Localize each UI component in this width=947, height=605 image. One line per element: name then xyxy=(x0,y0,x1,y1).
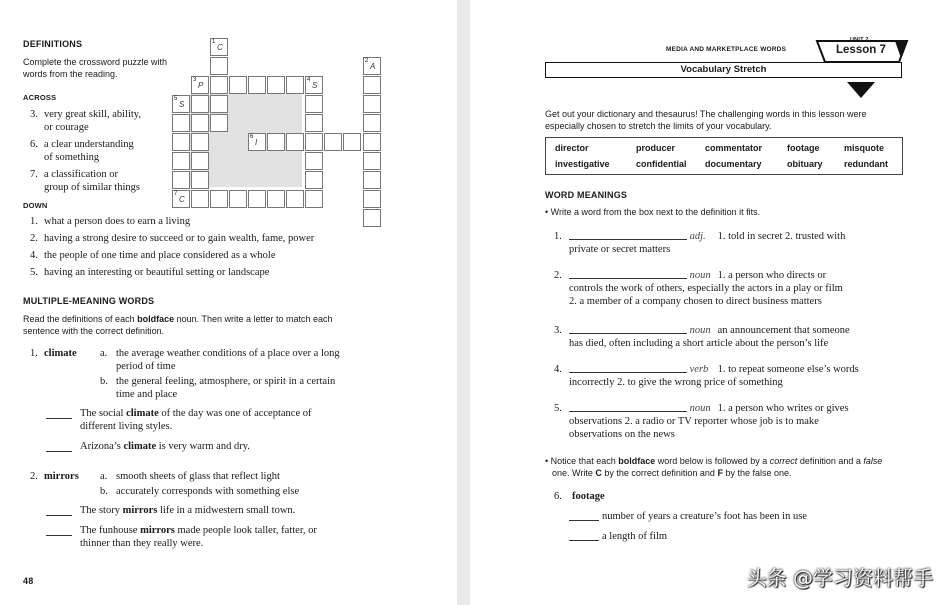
part-of-speech: noun xyxy=(689,403,711,414)
part-of-speech: noun xyxy=(689,270,711,281)
bullet-icon: • xyxy=(545,456,549,466)
across-clue-3: 3. very great skill, ability, or courage xyxy=(30,109,142,133)
item-number: 3. xyxy=(554,325,562,336)
definition-first-line: 1. a person who directs or xyxy=(717,270,827,281)
crossword-cell[interactable] xyxy=(210,95,228,113)
question-6-word: footage xyxy=(572,491,605,502)
crossword-cell[interactable] xyxy=(363,171,381,189)
definition-continuation xyxy=(554,282,894,308)
crossword-cell[interactable] xyxy=(363,95,381,113)
crossword-cell[interactable] xyxy=(248,190,266,208)
question-2-sentence-1: The story mirrors life in a midwestern small town. xyxy=(80,505,296,516)
crossword-cell[interactable] xyxy=(229,190,247,208)
question-6: 6. footage xyxy=(554,491,605,502)
across-clue-6: 6. a clear understanding of something xyxy=(30,139,134,163)
question-1-definition-a: a. the average weather conditions of a place over a long period of time xyxy=(100,348,340,372)
crossword-cell[interactable] xyxy=(267,76,285,94)
definition-item xyxy=(554,362,894,389)
item-number: 5. xyxy=(554,403,562,414)
question-1-word: climate xyxy=(44,348,77,359)
crossword-cell[interactable] xyxy=(305,95,323,113)
watermark: 头条 @学习资料帮手 xyxy=(746,566,933,590)
word-producer: producer xyxy=(636,143,676,153)
crossword-cell[interactable] xyxy=(172,114,190,132)
unit-label: UNIT 2 xyxy=(850,37,869,43)
item-number: 2. xyxy=(554,270,562,281)
crossword-letter: S xyxy=(179,100,185,109)
definition-line: observations 2. a radio or TV reporter whose job is to make xyxy=(569,416,819,427)
crossword-cell[interactable] xyxy=(191,190,209,208)
crossword-cell[interactable] xyxy=(191,76,209,94)
crossword-cell[interactable] xyxy=(363,76,381,94)
down-clue-4: 4. the people of one time and place considered as a whole xyxy=(30,250,276,261)
crossword-cell[interactable] xyxy=(267,133,285,151)
question-2-sentence-2: The funhouse mirrors made people look taller, fatter, or thinner than they really were. xyxy=(80,525,317,549)
question-1-definition-b: b. the general feeling, atmosphere, or spirit in a certain time and place xyxy=(100,376,336,400)
definition-line: has died, often including a short article about the person’s life xyxy=(569,338,829,349)
crossword-cell[interactable] xyxy=(191,152,209,170)
question-2-definition-b: b. accurately corresponds with something else xyxy=(100,486,300,497)
lesson-arrow-icon xyxy=(847,82,875,98)
part-of-speech: verb xyxy=(689,364,709,375)
down-clue-1: 1. what a person does to earn a living xyxy=(30,216,191,227)
lesson-label: Lesson 7 xyxy=(836,44,886,56)
crossword-cell[interactable] xyxy=(210,114,228,132)
crossword-cell[interactable] xyxy=(191,171,209,189)
answer-blank[interactable] xyxy=(569,229,687,240)
crossword-cell[interactable] xyxy=(210,38,228,56)
definitions-title: DEFINITIONS xyxy=(23,39,83,49)
intro-text: Get out your dictionary and thesaurus! The challenging words in this lesson were especially chosen to stretch the limits of your vocabulary. xyxy=(545,109,867,131)
right-page xyxy=(470,0,947,605)
question-1-sentence-2: Arizona’s climate is very warm and dry. xyxy=(80,441,250,452)
crossword-clue-number: 3 xyxy=(193,77,197,83)
crossword-cell[interactable] xyxy=(229,76,247,94)
across-title: ACROSS xyxy=(23,93,57,102)
question-6-option-2: a length of film xyxy=(602,531,668,542)
crossword-grid xyxy=(0,0,457,240)
question-1: 1. climate xyxy=(30,348,77,359)
crossword-cell[interactable] xyxy=(305,114,323,132)
definition-first-line: 1. to repeat someone else’s words xyxy=(717,364,859,375)
answer-blank[interactable] xyxy=(569,362,687,373)
crossword-cell[interactable] xyxy=(363,190,381,208)
crossword-clue-number: 7 xyxy=(174,191,178,197)
crossword-cell[interactable] xyxy=(191,95,209,113)
crossword-cell[interactable] xyxy=(363,133,381,151)
crossword-cell[interactable] xyxy=(305,76,323,94)
crossword-cell[interactable] xyxy=(324,133,342,151)
crossword-cell[interactable] xyxy=(172,171,190,189)
answer-blank-2b[interactable] xyxy=(46,535,72,536)
word-meanings-intro: • Write a word from the box next to the definition it fits. xyxy=(545,207,761,217)
crossword-cell[interactable] xyxy=(210,190,228,208)
crossword-letter: P xyxy=(198,81,204,90)
crossword-cell[interactable] xyxy=(305,152,323,170)
definition-line: controls the work of others, especially the actors in a play or film xyxy=(569,283,843,294)
crossword-cell[interactable] xyxy=(305,171,323,189)
answer-blank[interactable] xyxy=(569,401,687,412)
definition-continuation xyxy=(554,376,894,389)
question-2-word: mirrors xyxy=(44,471,79,482)
item-number: 1. xyxy=(554,231,562,242)
answer-blank[interactable] xyxy=(569,323,687,334)
crossword-cell[interactable] xyxy=(267,190,285,208)
crossword-cell[interactable] xyxy=(286,76,304,94)
definition-first-line: 1. a person who writes or gives xyxy=(717,403,849,414)
word-meanings-title: WORD MEANINGS xyxy=(545,190,628,200)
section-header: MEDIA AND MARKETPLACE WORDS xyxy=(666,46,787,53)
crossword-cell[interactable] xyxy=(172,190,190,208)
vocabulary-stretch-banner: Vocabulary Stretch xyxy=(545,62,902,78)
crossword-cell[interactable] xyxy=(305,133,323,151)
definition-item xyxy=(554,268,894,308)
crossword-cell[interactable] xyxy=(363,152,381,170)
across-clue-7: 7. a classification or group of similar things xyxy=(30,169,140,193)
crossword-cell[interactable] xyxy=(248,76,266,94)
notice-text: • Notice that each boldface word below is followed by a correct definition and a false one. Write C by the correct definition and F by the false one. xyxy=(545,456,883,478)
crossword-cell[interactable] xyxy=(191,133,209,151)
question-6-option-1: number of years a creature’s foot has been in use xyxy=(602,511,807,522)
item-number: 4. xyxy=(554,364,562,375)
definition-line: private or secret matters xyxy=(569,244,671,255)
crossword-cell[interactable] xyxy=(343,133,361,151)
crossword-letter: C xyxy=(179,195,185,204)
definitions-intro: Complete the crossword puzzle with words from the reading. xyxy=(23,57,168,79)
word-footage: footage xyxy=(787,143,820,153)
crossword-cell[interactable] xyxy=(210,57,228,75)
word-director: director xyxy=(555,143,589,153)
crossword-cell[interactable] xyxy=(286,133,304,151)
definition-continuation xyxy=(554,243,894,256)
word-documentary: documentary xyxy=(705,159,762,169)
crossword-cell[interactable] xyxy=(172,152,190,170)
multiple-meaning-intro: Read the definitions of each boldface noun. Then write a letter to match each sentence with the correct definition. xyxy=(23,314,333,336)
word-box xyxy=(545,137,903,175)
left-page xyxy=(0,0,457,605)
word-misquote: misquote xyxy=(844,143,885,153)
crossword-clue-number: 1 xyxy=(212,39,216,45)
definition-line: observations on the news xyxy=(569,429,675,440)
definition-item xyxy=(554,401,894,441)
down-title: DOWN xyxy=(23,201,48,210)
bullet-icon: • xyxy=(545,207,549,217)
definition-line: 2. a member of a company chosen to direct business matters xyxy=(569,296,822,307)
crossword-cell[interactable] xyxy=(363,57,381,75)
answer-blank-1a[interactable] xyxy=(46,418,72,419)
definition-item xyxy=(554,229,894,256)
definition-item xyxy=(554,323,894,350)
crossword-letter: C xyxy=(217,43,223,52)
answer-blank-6a[interactable] xyxy=(569,520,599,521)
crossword-cell[interactable] xyxy=(248,133,266,151)
answer-blank-6b[interactable] xyxy=(569,540,599,541)
crossword-cell[interactable] xyxy=(305,190,323,208)
crossword-cell[interactable] xyxy=(210,76,228,94)
word-obituary: obituary xyxy=(787,159,823,169)
crossword-cell[interactable] xyxy=(286,190,304,208)
down-clue-2: 2. having a strong desire to succeed or to gain wealth, fame, power xyxy=(30,233,315,244)
definition-line: incorrectly 2. to give the wrong price of something xyxy=(569,377,783,388)
answer-blank-2a[interactable] xyxy=(46,515,72,516)
answer-blank[interactable] xyxy=(569,268,687,279)
definition-first-line: an announcement that someone xyxy=(717,325,850,336)
crossword-letter: A xyxy=(370,62,376,71)
word-commentator: commentator xyxy=(705,143,763,153)
crossword-cell[interactable] xyxy=(172,133,190,151)
question-2-definition-a: a. smooth sheets of glass that reflect light xyxy=(100,471,280,482)
answer-blank-1b[interactable] xyxy=(46,451,72,452)
word-investigative: investigative xyxy=(555,159,610,169)
crossword-cell[interactable] xyxy=(363,209,381,227)
crossword-clue-number: 5 xyxy=(174,96,178,102)
crossword-cell[interactable] xyxy=(363,114,381,132)
crossword-cell[interactable] xyxy=(191,114,209,132)
down-clue-5: 5. having an interesting or beautiful setting or landscape xyxy=(30,267,270,278)
crossword-clue-number: 6 xyxy=(250,134,254,140)
crossword-letter: S xyxy=(312,81,318,90)
definition-continuation xyxy=(554,337,894,350)
crossword-letter: I xyxy=(255,138,258,147)
crossword-clue-number: 2 xyxy=(365,58,369,64)
crossword-cell[interactable] xyxy=(172,95,190,113)
part-of-speech: noun xyxy=(689,325,711,336)
question-2: 2. mirrors xyxy=(30,471,79,482)
definition-continuation xyxy=(554,415,894,441)
definition-first-line: 1. told in secret 2. trusted with xyxy=(717,231,846,242)
part-of-speech: adj. xyxy=(689,231,706,242)
multiple-meaning-title: MULTIPLE-MEANING WORDS xyxy=(23,296,155,306)
crossword-clue-number: 4 xyxy=(307,77,311,83)
question-1-sentence-1: The social climate of the day was one of acceptance of different living styles. xyxy=(80,408,312,432)
page-number: 48 xyxy=(23,576,34,586)
word-confidential: confidential xyxy=(636,159,687,169)
word-redundant: redundant xyxy=(844,159,888,169)
